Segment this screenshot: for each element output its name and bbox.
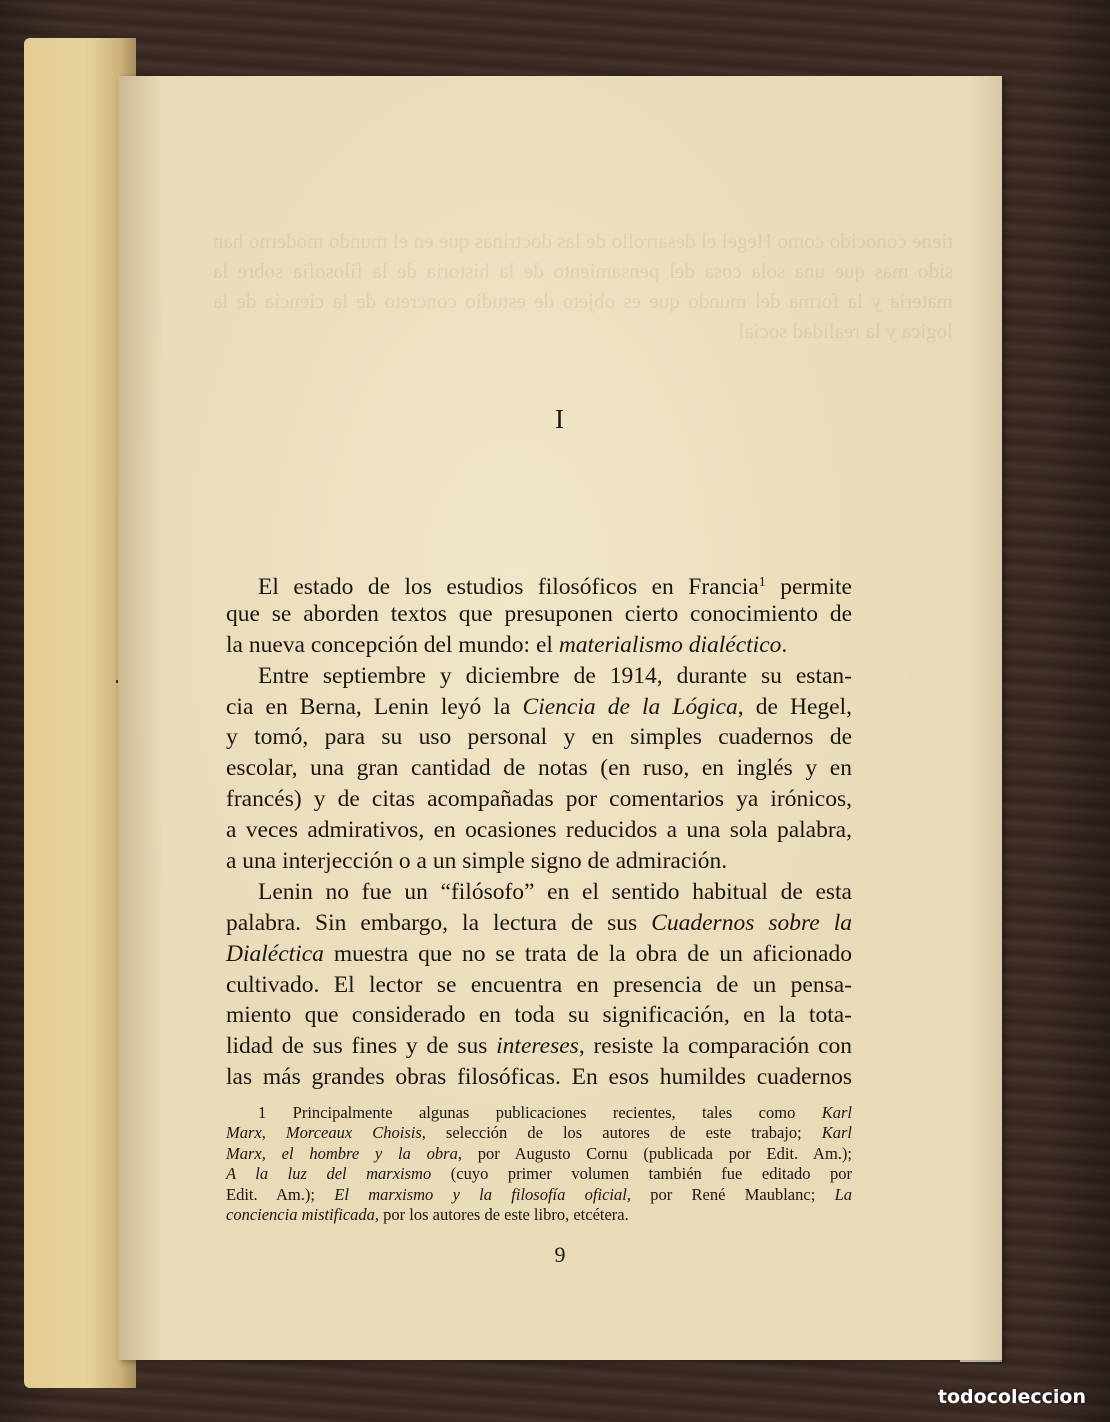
footnote-line-italic2: Karl <box>821 1123 852 1143</box>
body-line-text: escolar, una gran cantidad de notas (en ruso, en inglés y en <box>226 755 852 782</box>
body-line-text: Entre septiembre y diciembre de 1914, durante su estan- <box>258 662 852 689</box>
body-line <box>226 692 852 723</box>
body-line <box>226 1000 852 1031</box>
body-line-italic: Dialéctica <box>226 940 324 967</box>
body-text <box>226 568 852 1093</box>
body-line <box>226 1031 852 1062</box>
footnote-line-italic: El marxismo y la filosofía oficial, <box>334 1184 631 1204</box>
footnote-line <box>226 1164 852 1184</box>
body-line <box>226 722 852 753</box>
body-line <box>226 784 852 815</box>
body-line-italic: materialismo dialéctico <box>558 631 782 658</box>
body-line-text: Lenin no fue un “filósofo” en el sentido habitual de esta <box>258 878 852 905</box>
page-number: 9 <box>554 1242 566 1267</box>
body-line-italic: Cuadernos sobre la <box>651 909 852 936</box>
footnote-line <box>226 1123 852 1143</box>
body-line-after: , resiste la comparación con <box>578 1033 852 1060</box>
footnote-line-italic: Karl <box>821 1103 852 1122</box>
body-line-after: . <box>781 631 788 658</box>
footnote-line-after: selección de los autores de este trabajo; <box>425 1123 822 1143</box>
footnote-line-after: por los autores de este libro, etcétera. <box>379 1204 629 1224</box>
footnote-line <box>226 1103 852 1123</box>
body-line-text: cia en Berna, Lenin leyó la <box>226 693 523 720</box>
footnote-line-italic: conciencia mistificada, <box>226 1204 380 1224</box>
body-line <box>226 568 852 599</box>
footnote-line-after: por René Maublanc; <box>630 1184 835 1204</box>
book-page <box>118 76 1002 1360</box>
body-line-text: que se aborden textos que presuponen cierto conocimiento de <box>226 600 852 627</box>
body-line-text: a una interjección o a un simple signo de admiración. <box>226 848 728 875</box>
body-line-text: palabra. Sin embargo, la lectura de sus <box>226 909 652 936</box>
body-line <box>226 970 852 1001</box>
footnote <box>226 1103 852 1225</box>
footnote-line-italic: A la luz del marxismo <box>226 1164 432 1184</box>
footnote-line-text: 1 Principalmente algunas publicaciones recientes, tales como <box>258 1103 822 1122</box>
body-line <box>226 1062 852 1093</box>
body-line-italic: intereses <box>496 1033 579 1060</box>
footnote-line-after: (cuyo primer volumen también fue editado por <box>431 1164 852 1184</box>
body-line-text: El estado de los estudios filosóficos en Francia <box>258 574 759 600</box>
footnote-line <box>226 1205 852 1225</box>
footnote-line-italic2: La <box>834 1184 853 1204</box>
body-line-text: la nueva concepción del mundo: el <box>226 631 559 658</box>
body-line-sup: 1 <box>758 575 766 590</box>
body-line-text: cultivado. El lector se encuentra en presencia de un pensa- <box>226 971 852 998</box>
show-through-text: tiene conocido como Hegel el desarrollo de las doctrinas que en el mundo moderno han sido mas que una sola cosa del pensamiento de la historia de la filosofia sobre la materia y la forma del mundo que es objeto de estudio concreto de la ciencia de la logica y la realidad social <box>213 229 953 343</box>
body-line <box>226 815 852 846</box>
body-line-text: las más grandes obras filosóficas. En esos humildes cuadernos <box>226 1064 852 1091</box>
body-line-text: lidad de sus fines y de sus <box>226 1033 497 1060</box>
body-line <box>226 753 852 784</box>
footnote-line-italic: Marx, el hombre y la obra, <box>226 1143 462 1163</box>
body-line <box>226 599 852 630</box>
body-line <box>226 908 852 939</box>
footnote-line-after: por Augusto Cornu (publicada por Edit. Am.); <box>461 1143 852 1163</box>
body-line <box>226 939 852 970</box>
footnote-line <box>226 1185 852 1205</box>
body-line-after: , de Hegel, <box>737 693 852 720</box>
body-line <box>226 846 852 877</box>
body-line <box>226 630 852 661</box>
body-line-after: permite <box>765 574 852 600</box>
footnote-line <box>226 1144 852 1164</box>
body-line <box>226 877 852 908</box>
watermark-logo: todocoleccion <box>937 1386 1086 1408</box>
footnote-line-text: Edit. Am.); <box>226 1184 335 1204</box>
body-line <box>226 661 852 692</box>
body-line-text: francés) y de citas acompañadas por comentarios ya irónicos, <box>226 786 852 813</box>
body-line-italic: Ciencia de la Lógica <box>522 693 738 720</box>
body-line-text: a veces admirativos, en ocasiones reducidos a una sola palabra, <box>226 817 852 844</box>
footnote-line-italic: Marx, Morceaux Choisis, <box>226 1123 426 1143</box>
body-line-text: miento que considerado en toda su significación, en la tota- <box>226 1002 852 1029</box>
chapter-number: I <box>555 404 565 434</box>
body-line-text: y tomó, para su uso personal y en simples cuadernos de <box>226 724 852 751</box>
body-line-after: muestra que no se trata de la obra de un aficionado <box>323 940 852 967</box>
